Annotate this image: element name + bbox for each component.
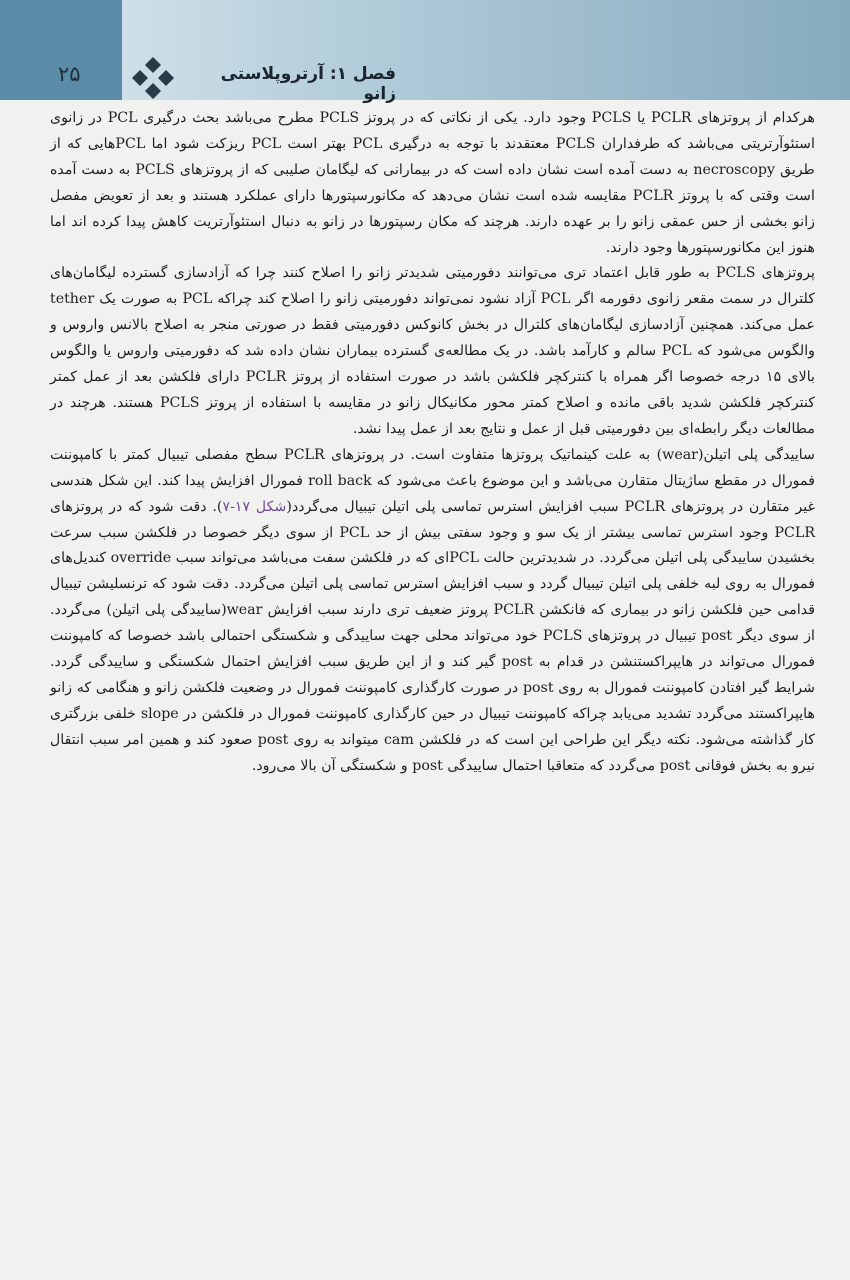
paragraph-2: پروتزهای PCLS به طور قابل اعتماد تری می‌توانند دفورمیتی شدیدتر زانو را اصلاح کنند چرا که آزادسازی گسترده لیگامان‌های کلترال در سمت مقعر زانوی دفورمه اگر PCL آزاد نشود نمی‌تواند دفورمیتی زانو را اصلاح کند چراکه PCL به صورت یک tether عمل می‌کند. همچنین آزادسازی لیگامان‌های کلترال در بخش کانوکس دفورمیتی فقط در صورتی منجر به اصلاح بالانس واروس و والگوس می‌شود که PCL سالم و کارآمد باشد. در یک مطالعه‌ی گسترده بیماران نشان داده شد که دفورمیتی واروس یا والگوس بالای ۱۵ درجه خصوصا اگر همراه با کنترکچر فلکشن باشد در صورت استفاده از پروتز PCLR دارای فلکشن بعد از عمل کمتر کنترکچر فلکشن شدید باقی مانده و اصلاح کمتر محور مکانیکال زانو در مقایسه با استفاده از پروتز PCLS هستند. هرچند در مطالعات دیگر رابطه‌ای بین دفورمیتی قبل از عمل و نتایج بعد از عمل پیدا نشد. [50, 265, 816, 437]
paragraph-3-rest: ). دقت شود که در پروتزهای PCLR وجود استرس تماسی بیشتر از یک سو و وجود سفتی بیش از حد PCL از سوی دیگر خصوصا در فلکشن سبب سرعت بخشیدن ساییدگی پلی اتیلن می‌گردد. در شدیدترین حالت PCLای که در فلکشن سفت می‌باشد می‌تواند سبب override کندیل‌های فمورال به روی لبه خلفی پلی اتیلن تیبیال گردد و سبب افزایش استرس تماسی پلی اتیلن می‌گردد. دقت شود که ترنسلیشن تیبیال قدامی حین فلکشن زانو در بیماری که فانکشن PCLR پروتز ضعیف تری دارند سبب افزایش wear(ساییدگی پلی اتیلن) می‌گردد. از سوی دیگر post تیبیال در پروتزهای PCLS خود می‌تواند محلی جهت ساییدگی و شکستگی احتمالی باشد خصوصا که کامپوننت فمورال می‌تواند در هایپراکستنشن در قدام به post گیر کند و از این طریق سبب افزایش احتمال شکستگی و ساییدگی گردد. شرایط گیر افتادن کامپوننت فمورال به روی post در صورت کارگذاری کامپوننت فمورال در وضعیت فلکشن زانو و هنگامی که زانو هایپراکستند می‌گردد تشدید می‌یابد چراکه کامپوننت تیبیال در حین کارگذاری کامپوننت فمورال در فلکشن در slope خلفی بزرگتری کار گذاشته می‌شود. نکته دیگر این طراحی این است که در فلکشن cam میتواند به روی post صعود کند و همین امر سبب انتقال نیرو به بخش فوقانی post می‌گردد که متعاقبا احتمال ساییدگی post و شکستگی آن بالا می‌رود. [50, 498, 816, 774]
chapter-title: فصل ۱: آرتروپلاستی زانو [220, 64, 396, 104]
page-number: ۲۵ [58, 62, 81, 86]
page-header [0, 0, 850, 104]
paragraph-1: هرکدام از پروتزهای PCLR یا PCLS وجود دارد. یکی از نکاتی که در پروتز PCLS مطرح می‌باشد بحث درگیری PCL در زانوی استئوآرتریتی می‌باشد که طرفداران PCLS معتقدند با توجه به درگیری PCL بهتر است PCL ریزکت شود اما PCLهایی که از طریق necroscopy به دست آمده است نشان داده است که در بیمارانی که لیگامان صلیبی که از پروتزهای PCLS به دست آمده است وقتی که با پروتز PCLR مقایسه شده است نشان می‌دهد که مکانورسپتورها دارای عملکرد هستند و بعد از تعویض مفصل زانو بخشی از حس عمقی زانو را بر عهده دارند. هرچند که مکان رسپتورها در زانو به دنبال استئوآرتریت کاهش پیدا کرده اند اما هنوز این مکانورسپتورها وجود دارند. [50, 110, 815, 256]
body-text [50, 106, 815, 780]
paragraph-3-start: ساییدگی پلی اتیلن(wear) به علت کینماتیک پروتزها متفاوت است. در پروتزهای PCLR سطح مفصلی تیبیال کمتر با کامپوننت فمورال در مقطع ساژیتال متقارن می‌باشد و این موضوع باعث می‌شود که roll back فمورال افزایش پیدا کند. این شکل هندسی غیر متقارن در پروتزهای PCLR سبب افزایش استرس تماسی پلی اتیلن تیبیال می‌گردد( [50, 446, 815, 515]
diamond-ornament-icon [130, 55, 176, 101]
paragraph-3 [50, 443, 815, 780]
figure-reference-link[interactable]: شکل ۱۷-۷ [222, 498, 287, 515]
